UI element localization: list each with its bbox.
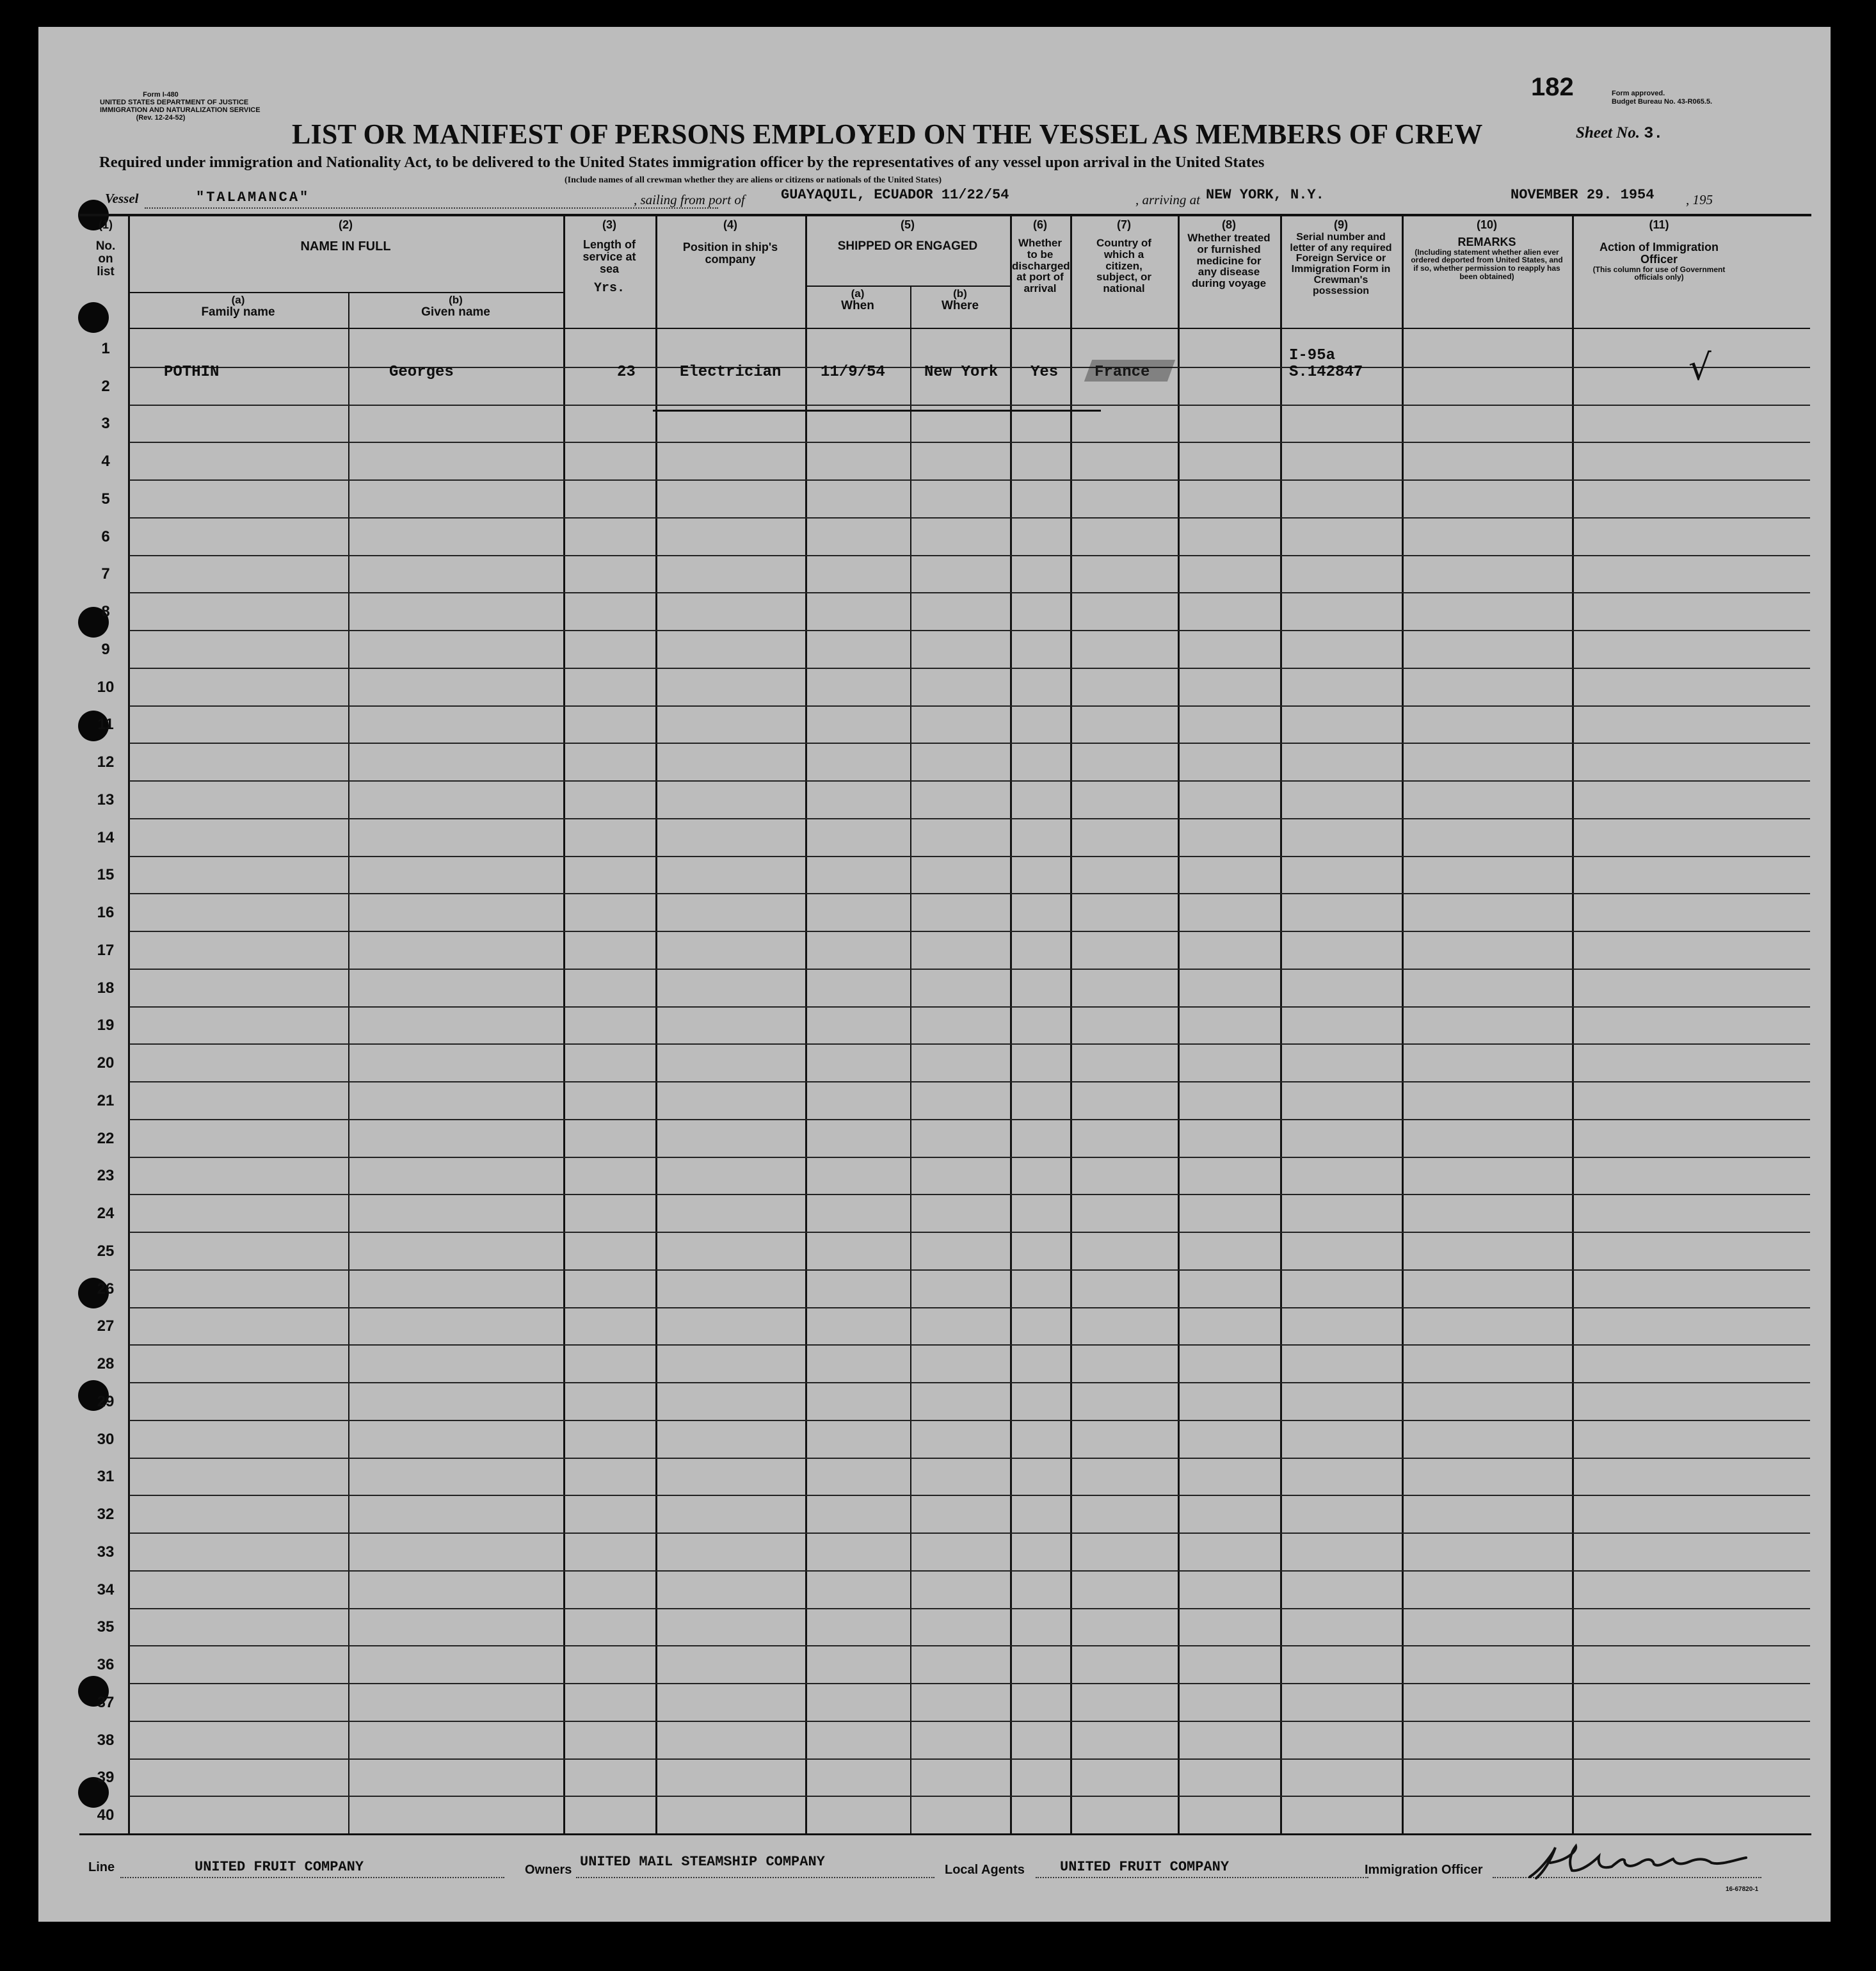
col-line <box>1070 216 1072 1833</box>
col-number: (10) <box>1476 218 1497 231</box>
col-label: Whether treated or furnished medicine for any disease during voyage <box>1187 231 1271 290</box>
subheader-rule <box>806 286 1010 287</box>
col-line <box>1572 216 1574 1833</box>
row-number: 9 <box>101 640 110 658</box>
line-label: Line <box>88 1860 115 1874</box>
row-number: 13 <box>97 791 115 809</box>
owners-underline <box>576 1877 934 1878</box>
row-number: 32 <box>97 1506 115 1523</box>
col-label: No. on list <box>95 239 116 278</box>
col-2a-header <box>128 294 348 319</box>
row-rule <box>129 1420 1810 1421</box>
col-9-header <box>1280 219 1402 297</box>
row-number: 11 <box>97 716 114 734</box>
col-number: (7) <box>1117 218 1131 231</box>
col-number: (b) <box>953 287 967 300</box>
col-6-header <box>1010 219 1070 294</box>
row-number: 37 <box>97 1693 115 1711</box>
row-rule <box>129 1307 1810 1308</box>
page-title: LIST OR MANIFEST OF PERSONS EMPLOYED ON THE VESSEL AS MEMBERS OF CREW <box>292 118 1483 150</box>
officer-check-mark: √ <box>1688 347 1712 389</box>
owners-label: Owners <box>525 1863 572 1877</box>
row-rule <box>129 1608 1810 1609</box>
col-line <box>655 216 657 1833</box>
row-number: 8 <box>101 603 110 620</box>
row-rule <box>129 705 1810 707</box>
entry-years: 23 <box>617 364 636 381</box>
col-label: SHIPPED OR ENGAGED <box>837 239 978 253</box>
row-rule <box>129 1382 1810 1383</box>
header-bottom-rule <box>129 328 1810 329</box>
col-5b-header <box>910 288 1010 312</box>
row-number: 19 <box>97 1017 115 1034</box>
col-number: (6) <box>1033 218 1047 231</box>
col-number: (9) <box>1334 218 1348 231</box>
row-number: 40 <box>97 1806 115 1824</box>
row-rule <box>129 1157 1810 1158</box>
country-strike-mark <box>1084 360 1175 382</box>
col-line <box>1010 216 1012 1833</box>
page-number: 182 <box>1531 73 1574 101</box>
line-value: UNITED FRUIT COMPANY <box>195 1859 364 1875</box>
row-number: 30 <box>97 1430 115 1448</box>
row-number: 25 <box>97 1242 115 1260</box>
approval-line: Form approved. <box>1612 90 1665 97</box>
row-number: 26 <box>97 1280 115 1298</box>
row-number: 31 <box>97 1468 115 1486</box>
row-number: 35 <box>97 1618 115 1636</box>
vessel-underline <box>145 207 718 209</box>
subheader-rule <box>129 292 563 293</box>
row-rule <box>129 1344 1810 1346</box>
col-note: (Including statement whether alien ever ordered deported from United States, and if so, whether permission to reapply has been obtained) <box>1411 247 1563 281</box>
row-number: 7 <box>101 565 110 583</box>
col-1-header <box>83 219 128 278</box>
budget-bureau-line: Budget Bureau No. 43-R065.5. <box>1612 98 1713 106</box>
row-rule <box>129 1721 1810 1722</box>
sheet-label: Sheet No. <box>1576 124 1640 141</box>
row-number: 5 <box>101 490 110 508</box>
row-number: 36 <box>97 1656 115 1673</box>
col-number: (4) <box>723 218 737 231</box>
row-rule <box>129 1081 1810 1082</box>
col-label: Length of service at sea <box>582 237 636 275</box>
col-label: Whether to be discharged at port of arrival <box>1012 236 1070 295</box>
row-rule <box>129 1269 1810 1271</box>
row-rule <box>129 479 1810 481</box>
col-label: Given name <box>421 305 490 319</box>
row-rule <box>129 743 1810 744</box>
row-rule <box>129 630 1810 631</box>
row-number: 10 <box>97 678 115 696</box>
row-number: 18 <box>97 979 115 997</box>
row-number: 24 <box>97 1205 115 1222</box>
col-7-header <box>1070 219 1178 294</box>
row-number: 29 <box>97 1392 115 1410</box>
row-number: 34 <box>97 1581 115 1598</box>
col-label: Action of Immigration Officer <box>1599 240 1719 266</box>
subtitle: Required under immigration and Nationality Act, to be delivered to the United States immigration officer by the representatives of any vessel upon arrival in the United States <box>99 154 1265 171</box>
row-number: 21 <box>97 1091 115 1109</box>
row-number: 22 <box>97 1129 115 1147</box>
entry-form-number: S.142847 <box>1289 364 1363 381</box>
row-rule <box>129 1495 1810 1496</box>
col-label: Country of which a citizen, subject, or national <box>1096 236 1151 295</box>
col-line <box>563 216 565 1833</box>
row-number: 39 <box>97 1769 115 1787</box>
sailing-port: GUAYAQUIL, ECUADOR 11/22/54 <box>781 187 1009 203</box>
row-rule <box>129 1194 1810 1195</box>
sheet-value: 3. <box>1644 124 1664 143</box>
entry-country: France <box>1094 364 1150 381</box>
entry-where: New York <box>924 364 998 381</box>
col-5a-header <box>805 288 910 312</box>
entry-family-name: POTHIN <box>164 364 220 381</box>
col-3-header <box>563 219 655 295</box>
col-number: (5) <box>901 218 915 231</box>
row-rule <box>129 1683 1810 1684</box>
row-rule <box>129 592 1810 593</box>
row-rule <box>129 1570 1810 1572</box>
row-rule <box>129 1119 1810 1120</box>
col-line <box>1178 216 1180 1833</box>
col-line <box>805 216 807 1833</box>
row-number: 4 <box>101 453 110 470</box>
sheet-number-block <box>1576 124 1663 143</box>
entry-form-line-1: I-95a <box>1289 347 1336 364</box>
row-rule <box>129 668 1810 669</box>
col-note: (This column for use of Government officials only) <box>1592 264 1726 282</box>
arrival-date: NOVEMBER 29. 1954 <box>1511 187 1655 203</box>
row-rule <box>129 893 1810 894</box>
col-5-header <box>805 219 1010 253</box>
col-label: Position in ship's company <box>682 240 778 266</box>
col-line <box>1280 216 1282 1833</box>
col-number: (8) <box>1222 218 1236 231</box>
col-8-header <box>1178 219 1280 289</box>
print-code: 16-67820-1 <box>1726 1886 1759 1893</box>
approval-block <box>1612 90 1712 106</box>
row-rule <box>129 405 1810 406</box>
col-label: When <box>841 298 874 312</box>
col-2b-header <box>348 294 563 319</box>
row-number: 20 <box>97 1054 115 1072</box>
row-number: 27 <box>97 1317 115 1335</box>
row-number: 6 <box>101 527 110 545</box>
row-rule <box>129 1758 1810 1760</box>
col-number: (b) <box>449 294 463 306</box>
row-number: 23 <box>97 1167 115 1185</box>
row-number: 28 <box>97 1355 115 1372</box>
entry-underline <box>653 410 1101 412</box>
row-rule <box>129 1232 1810 1233</box>
row-number: 15 <box>97 866 115 884</box>
col-unit: Yrs. <box>593 280 625 296</box>
form-number: Form I-480 <box>143 91 179 99</box>
col-label: Family name <box>201 305 275 319</box>
row-number: 3 <box>101 415 110 433</box>
department-name: UNITED STATES DEPARTMENT OF JUSTICE <box>100 99 249 106</box>
row-number: 33 <box>97 1543 115 1561</box>
entry-when: 11/9/54 <box>821 364 885 381</box>
form-agency-block <box>100 91 261 122</box>
row-rule <box>129 1796 1810 1797</box>
service-name: IMMIGRATION AND NATURALIZATION SERVICE <box>100 106 261 114</box>
vessel-name: "TALAMANCA" <box>196 189 310 205</box>
form-revision: (Rev. 12-24-52) <box>136 114 186 122</box>
vessel-label: Vessel <box>105 191 139 206</box>
agents-label: Local Agents <box>945 1863 1025 1877</box>
col-line <box>128 216 130 1833</box>
agents-underline <box>1036 1877 1368 1878</box>
col-2-header <box>128 219 563 253</box>
row-rule <box>129 931 1810 932</box>
col-label: NAME IN FULL <box>300 239 391 253</box>
row-rule <box>129 1043 1810 1045</box>
col-10-header <box>1402 219 1572 280</box>
row-number: 38 <box>97 1731 115 1749</box>
col-label: Where <box>941 298 979 312</box>
crew-note: (Include names of all crewman whether they are aliens or citizens or nationals of the United States) <box>565 175 942 185</box>
row-number: 1 <box>101 339 110 357</box>
col-number: (2) <box>339 218 353 231</box>
col-4-header <box>655 219 805 266</box>
col-line <box>1402 216 1404 1833</box>
col-number: (3) <box>602 218 616 231</box>
row-rule <box>129 780 1810 782</box>
row-rule <box>129 1533 1810 1534</box>
arriving-label: , arriving at <box>1135 192 1200 207</box>
entry-position: Electrician <box>680 364 782 381</box>
officer-signature <box>1522 1844 1765 1882</box>
row-number: 14 <box>97 828 115 846</box>
col-11-header <box>1572 219 1746 282</box>
row-rule <box>129 1006 1810 1008</box>
entry-given-name: Georges <box>389 364 454 381</box>
row-rule <box>129 517 1810 519</box>
row-rule <box>129 969 1810 970</box>
table-bottom-rule <box>79 1833 1811 1835</box>
col-number: (1) <box>99 218 113 231</box>
owners-value: UNITED MAIL STEAMSHIP COMPANY <box>580 1854 825 1870</box>
col-label: REMARKS <box>1457 235 1516 248</box>
row-rule <box>129 818 1810 819</box>
col-line <box>348 292 349 1833</box>
row-number: 12 <box>97 753 115 771</box>
col-number: (11) <box>1649 218 1669 231</box>
agents-value: UNITED FRUIT COMPANY <box>1060 1859 1230 1875</box>
row-rule <box>129 555 1810 556</box>
officer-label: Immigration Officer <box>1365 1863 1483 1877</box>
col-label: Serial number and letter of any required Foreign Service or Immigration Form in Crewman's possession <box>1290 231 1392 296</box>
year-suffix: , 195 <box>1686 192 1713 207</box>
table-top-rule <box>79 214 1811 216</box>
row-number: 2 <box>101 377 110 395</box>
arriving-port: NEW YORK, N.Y. <box>1206 187 1324 203</box>
row-number: 17 <box>97 941 115 959</box>
col-number: (a) <box>851 287 865 300</box>
row-rule <box>129 1458 1810 1459</box>
manifest-sheet <box>38 27 1831 1922</box>
row-rule <box>129 442 1810 443</box>
line-underline <box>120 1877 504 1878</box>
row-rule <box>129 856 1810 857</box>
row-number: 16 <box>97 904 115 921</box>
punch-hole <box>78 302 109 333</box>
sailing-label: , sailing from port of <box>634 192 745 207</box>
row-rule <box>129 1645 1810 1646</box>
entry-discharged: Yes <box>1030 364 1059 381</box>
col-number: (a) <box>231 294 245 306</box>
